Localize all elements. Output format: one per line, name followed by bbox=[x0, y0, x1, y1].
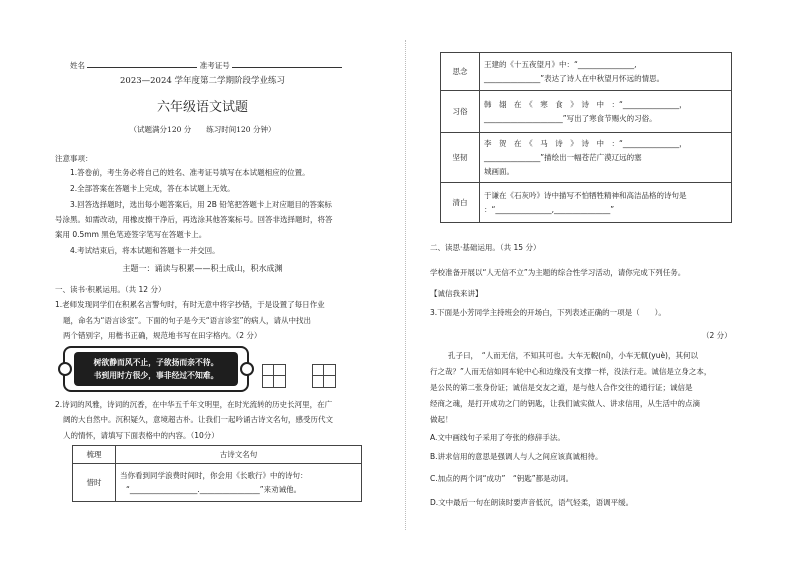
table-row-text: _______________”描绘出一幅苍茫广漠辽远的塞 bbox=[484, 152, 642, 162]
table-head-poem: 古诗文名句 bbox=[116, 446, 362, 464]
q2-line: 2.诗词的风雅，诗词的沉香，在中华五千年文明里，在时光流转的历史长河里，在广 bbox=[55, 400, 333, 409]
poem-table-left bbox=[72, 445, 362, 502]
part1-title: 一、读书·积累运用。（共 12 分） bbox=[55, 285, 166, 294]
q2-line: 人的情怀，请填写下面表格中的内容。（10分） bbox=[63, 431, 219, 440]
note-item: 2.全部答案在答题卡上完成，答在本试题上无效。 bbox=[70, 184, 235, 193]
table-row-text: ：“_______________,_______________” bbox=[484, 204, 615, 214]
passage-line: 经商之魂，是打开成功之门的钥匙，让我们诚实做人、讲求信用，从生活中的点滴 bbox=[430, 399, 700, 408]
q3-stem: 3.下面是小芳同学主持班会的开场白，下列表述正确的一项是（ ）。 bbox=[430, 308, 666, 317]
table-row-content bbox=[116, 464, 362, 502]
error-sentence-banner bbox=[63, 346, 249, 392]
table-row-text: 当你看到同学浪费时间时，你会用《长歌行》中的诗句： bbox=[120, 470, 308, 480]
table-row-content[interactable] bbox=[480, 53, 732, 91]
subject-title: 六年级语文试题 bbox=[156, 100, 248, 115]
table-row-text: 于谦在《石灰吟》诗中描写不怕牺牲精神和高洁品格的诗句是 bbox=[484, 190, 687, 200]
exam-no-blank[interactable] bbox=[232, 59, 342, 68]
table-row-content[interactable] bbox=[480, 91, 732, 133]
note-item: 案用 0.5mm 黑色笔迹签字笔写在答题卡上。 bbox=[55, 230, 207, 239]
table-row-text: 李 贺 在 《 马 诗 》 诗 中 ：“_______________， bbox=[484, 138, 687, 148]
banner-right-ornament bbox=[240, 362, 254, 376]
option-c[interactable]: C.加点的两个词“成功” “钥匙”都是动词。 bbox=[430, 474, 574, 483]
passage-line: 是公民的第二张身份证；诚信是交友之道，是与他人合作交往的通行证；诚信是 bbox=[430, 383, 693, 392]
option-b[interactable]: B.讲求信用的意思是强调人与人之间应该真诚相待。 bbox=[430, 452, 603, 461]
name-blank[interactable] bbox=[87, 59, 197, 68]
note-item: 4.考试结束后，将本试题和答题卡一并交回。 bbox=[70, 246, 220, 255]
part2-intro: 学校准备开展以“人无信不立”为主题的综合性学习活动，请你完成下列任务。 bbox=[430, 268, 686, 277]
tianzige-box-1[interactable] bbox=[262, 364, 286, 388]
passage-line: 行之哉？”人而无信如同车轮中心和边缘没有支撑一样，没法行走。诚信是立身之本， bbox=[430, 367, 712, 376]
name-exam-no-line bbox=[70, 59, 342, 72]
option-a[interactable]: A.文中画线句子采用了夸张的修辞手法。 bbox=[430, 433, 565, 442]
option-d[interactable]: D.文中最后一句在朗读时要声音低沉，语气轻柔，语调平缓。 bbox=[430, 498, 634, 507]
q3-score: （2 分） bbox=[702, 331, 732, 340]
column-divider bbox=[405, 40, 406, 530]
table-row-label: 思念 bbox=[441, 53, 480, 91]
table-row-text: 王建的《十五夜望月》中：“_______________, bbox=[484, 59, 637, 69]
banner-line: 树欲静而风不止，子欲扬而亲不待。 bbox=[93, 358, 219, 367]
passage-line: 孔子曰， “人而无信，不知其可也。大车无輗(ní)，小车无軏(yuè)，其何以 bbox=[448, 351, 698, 360]
q1-line: 两个错别字，用楷书正确，规范地书写在田字格内。（2 分） bbox=[63, 331, 262, 340]
name-label: 姓名 bbox=[70, 61, 85, 70]
passage-line: 做起！ bbox=[430, 415, 453, 424]
table-row-blank[interactable]: “__________________.________________”来劝诫他。 bbox=[126, 484, 302, 494]
table-row-label: 习俗 bbox=[441, 91, 480, 133]
note-item: 3.回答选择题时，选出每小题答案后，用 2B 铅笔把答题卡上对应题目的答案标 bbox=[70, 200, 332, 209]
table-row-text: 城画面。 bbox=[484, 166, 514, 176]
table-row-label: 惜时 bbox=[73, 464, 116, 502]
banner-left-ornament bbox=[58, 362, 72, 376]
note-item: 1.答卷前，考生务必将自己的姓名、准考证号填写在本试题相应的位置。 bbox=[70, 168, 310, 177]
banner-line: 书到用时方很少，事非经过不知难。 bbox=[93, 371, 219, 380]
exam-title: 2023—2024 学年度第二学期阶段学业练习 bbox=[120, 76, 285, 86]
table-row-content[interactable] bbox=[480, 133, 732, 183]
table-row-text: 韩 翃 在 《 寒 食 》 诗 中 ：“_______________， bbox=[484, 99, 687, 109]
q2-line: 阔的大自然中。沉积疑久，意境超古朴。让我们一起吟诵古诗文名句，感受历代文 bbox=[63, 415, 333, 424]
poem-table-right bbox=[440, 52, 732, 223]
table-row-label: 清白 bbox=[441, 183, 480, 223]
table-row-label: 坚韧 bbox=[441, 133, 480, 183]
exam-no-label: 准考证号 bbox=[199, 61, 230, 70]
part2-title: 二、读思·基础运用。（共 15 分） bbox=[430, 243, 541, 252]
note-item: 号涂黑。如需改动，用橡皮擦干净后，再选涂其他答案标号。回答非选择题时，将答 bbox=[55, 215, 333, 224]
table-head-sort: 梳理 bbox=[73, 446, 116, 464]
banner-text bbox=[74, 352, 238, 386]
table-row-text: _______________”表达了诗人在中秋望月怀远的情思。 bbox=[484, 73, 665, 83]
notes-title: 注意事项： bbox=[55, 154, 93, 163]
table-row-content[interactable] bbox=[480, 183, 732, 223]
section-label: 【诚信我来讲】 bbox=[430, 289, 483, 298]
score-time: （试题满分120 分 练习时间120 分钟） bbox=[129, 125, 276, 134]
tianzige-box-2[interactable] bbox=[312, 364, 336, 388]
theme-title: 主题一：诵读与积累——积土成山，积水成渊 bbox=[122, 264, 283, 273]
q1-line: 1.老师发现同学们在积累名言警句时，有时无意中将字抄错，于是设置了每日作业 bbox=[55, 300, 325, 309]
q1-line: 题，命名为“语言诊室”。下面的句子是今天“语言诊室”的病人，请从中找出 bbox=[63, 316, 312, 325]
table-row-text: _____________________”写出了寒食节赐火的习俗。 bbox=[484, 113, 657, 123]
